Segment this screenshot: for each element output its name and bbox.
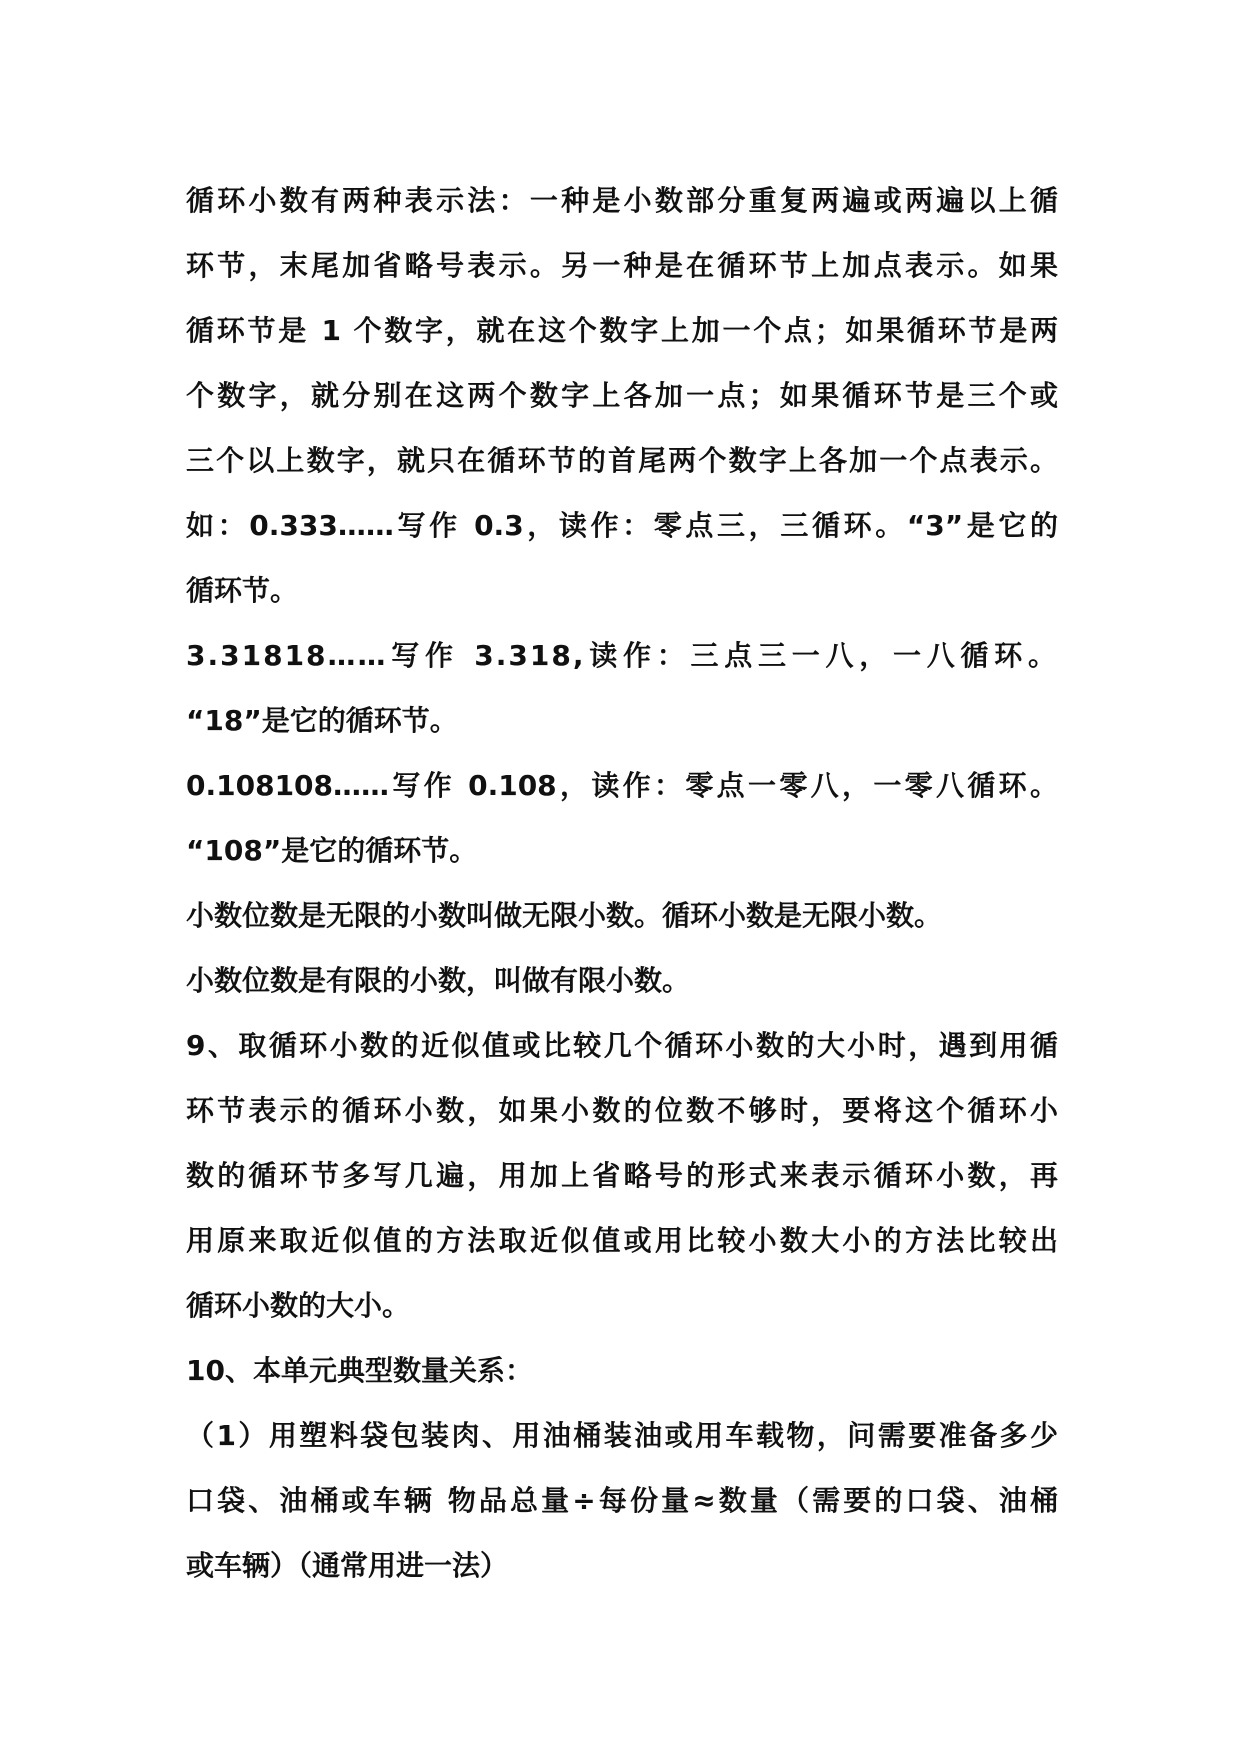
- example-line-3: 3.31818……写作 3.318,读作：三点三一八，一八循环。: [186, 639, 1058, 672]
- document-page: [186, 168, 1058, 1598]
- definition-line-1: 小数位数是无限的小数叫做无限小数。循环小数是无限小数。: [186, 899, 943, 932]
- paragraph-line-2: 环节，末尾加省略号表示。另一种是在循环节上加点表示。如果: [186, 249, 1058, 282]
- definition-line-2: 小数位数是有限的小数，叫做有限小数。: [186, 964, 691, 997]
- section-9-line-2: 环节表示的循环小数，如果小数的位数不够时，要将这个循环小: [186, 1094, 1058, 1127]
- example-line-6: “108”是它的循环节。: [186, 834, 478, 867]
- section-10-line-3: 或车辆）（通常用进一法）: [186, 1549, 509, 1582]
- paragraph-line-1: 循环小数有两种表示法：一种是小数部分重复两遍或两遍以上循: [186, 184, 1058, 217]
- section-10-line-2: 口袋、油桶或车辆 物品总量÷每份量≈数量（需要的口袋、油桶: [186, 1484, 1058, 1517]
- section-9-line-3: 数的循环节多写几遍，用加上省略号的形式来表示循环小数，再: [186, 1159, 1058, 1192]
- example-line-2: 循环节。: [186, 574, 299, 607]
- example-line-5: 0.108108……写作 0.108，读作：零点一零八，一零八循环。: [186, 769, 1058, 802]
- paragraph-line-4: 个数字，就分别在这两个数字上各加一点；如果循环节是三个或: [186, 379, 1058, 412]
- section-9-line-5: 循环小数的大小。: [186, 1289, 411, 1322]
- example-line-4: “18”是它的循环节。: [186, 704, 458, 737]
- example-line-1: 如：0.333……写作 0.3，读作：零点三，三循环。“3”是它的: [186, 509, 1058, 542]
- section-10-line-1: （1）用塑料袋包装肉、用油桶装油或用车载物，问需要准备多少: [186, 1419, 1058, 1452]
- section-10-heading: 10、本单元典型数量关系：: [186, 1354, 533, 1387]
- section-9-line-4: 用原来取近似值的方法取近似值或用比较小数大小的方法比较出: [186, 1224, 1058, 1257]
- paragraph-line-5: 三个以上数字，就只在循环节的首尾两个数字上各加一个点表示。: [186, 444, 1058, 477]
- section-9-line-1: 9、取循环小数的近似值或比较几个循环小数的大小时，遇到用循: [186, 1029, 1058, 1062]
- paragraph-line-3: 循环节是 1 个数字，就在这个数字上加一个点；如果循环节是两: [186, 314, 1058, 347]
